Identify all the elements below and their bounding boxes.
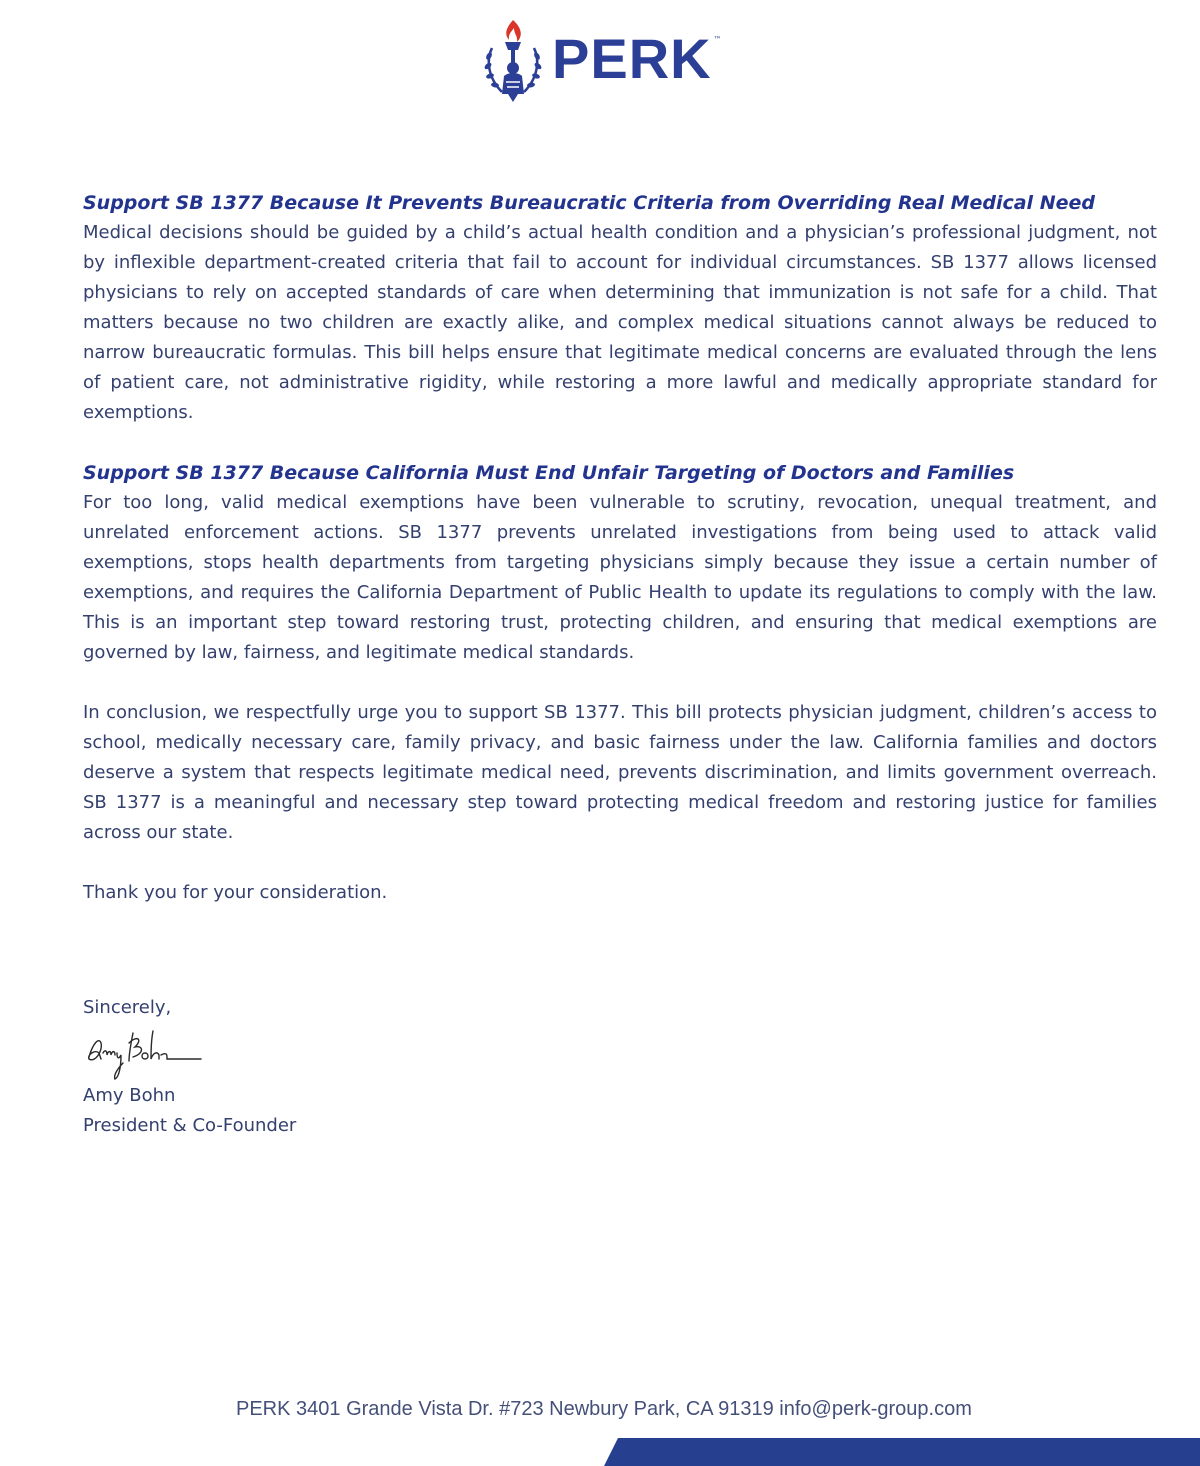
letter-body [83, 188, 1157, 908]
section-paragraph: For too long, valid medical exemptions have been vulnerable to scrutiny, revocation, unequal treatment, and unrelated enforcement actions. SB 1377 prevents unrelated investigations from being used to attack valid exemptions, stops health departments from targeting physicians simply because they issue a certain number of exemptions, and requires the California Department of Public Health to update its regulations to comply with the law. This is an important step toward restoring trust, protecting children, and ensuring that medical exemptions are governed by law, fairness, and legitimate medical standards. [83, 492, 1157, 663]
section-paragraph: Medical decisions should be guided by a child’s actual health condition and a physician’s professional judgment, not by inflexible department-created criteria that fail to account for individual circumstances. SB 1377 allows licensed physicians to rely on accepted standards of care when determining that immunization is not safe for a child. That matters because no two children are exactly alike, and complex medical situations cannot always be reduced to narrow bureaucratic formulas. This bill helps ensure that legitimate medical concerns are evaluated through the lens of patient care, not administrative rigidity, while restoring a more lawful and medically appropriate standard for exemptions. [83, 222, 1157, 423]
closing-line: Sincerely, [83, 997, 172, 1018]
section-heading: Support SB 1377 Because California Must End Unfair Targeting of Doctors and Families [83, 462, 1015, 484]
signoff-block [83, 993, 296, 1141]
signer-title: President & Co-Founder [83, 1115, 297, 1136]
trademark-mark: ™ [713, 34, 722, 44]
footer-accent-bar [618, 1438, 1200, 1466]
perk-logo [478, 16, 722, 106]
section-heading: Support SB 1377 Because It Prevents Bureaucratic Criteria from Overriding Real Medical Need [83, 192, 1095, 214]
thanks-line: Thank you for your consideration. [83, 882, 388, 903]
footer-address: PERK 3401 Grande Vista Dr. #723 Newbury Park, CA 91319 info@perk-group.com [236, 1398, 972, 1420]
signer-name: Amy Bohn [83, 1085, 176, 1106]
conclusion-paragraph: In conclusion, we respectfully urge you to support SB 1377. This bill protects physician judgment, children’s access to school, medically necessary care, family privacy, and basic fairness under the law. California families and doctors deserve a system that respects legitimate medical need, prevents discrimination, and limits government overreach. SB 1377 is a meaningful and necessary step toward protecting medical freedom and restoring justice for families across our state. [83, 702, 1157, 843]
torch-emblem-icon [478, 16, 548, 106]
handwritten-signature [83, 1023, 203, 1081]
footer-accent-tip [604, 1438, 618, 1466]
brand-name: PERK [552, 26, 712, 90]
